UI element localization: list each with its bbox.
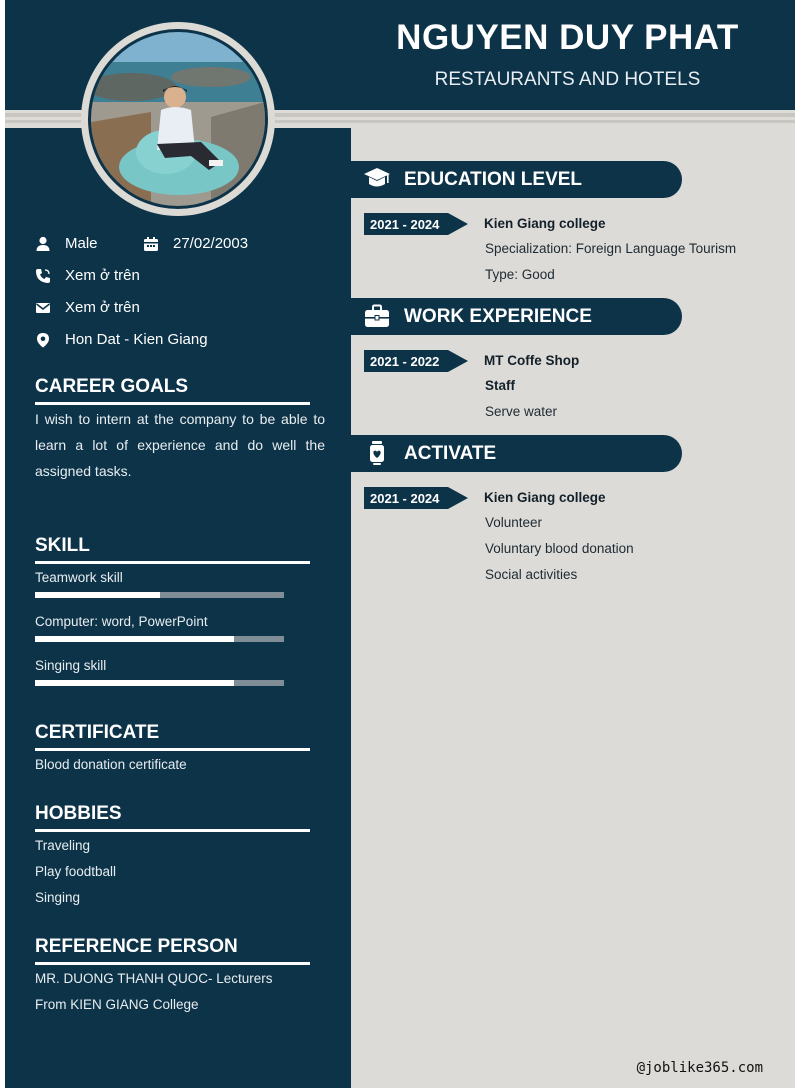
- section-divider: [35, 962, 310, 965]
- watermark: @joblike365.com: [636, 1060, 763, 1076]
- work-title: WORK EXPERIENCE: [404, 306, 592, 327]
- education-date: 2021 - 2024: [370, 217, 440, 232]
- activity-ribbon: [351, 435, 682, 472]
- avatar-photo: [91, 32, 265, 206]
- certificate-title: CERTIFICATE: [35, 722, 160, 743]
- activity-title: ACTIVATE: [404, 443, 497, 464]
- activity-detail: Voluntary blood donation: [485, 541, 634, 556]
- briefcase-icon: [363, 302, 391, 330]
- reference-title: REFERENCE PERSON: [35, 936, 238, 957]
- section-divider: [35, 829, 310, 832]
- education-title: EDUCATION LEVEL: [404, 169, 583, 190]
- birthday-value: 27/02/2003: [173, 235, 249, 252]
- education-organization: Kien Giang college: [484, 216, 606, 231]
- skill-label: Singing skill: [35, 658, 107, 673]
- map-pin-icon: [35, 332, 51, 348]
- hobby-item: Singing: [35, 890, 81, 905]
- hobby-item: Traveling: [35, 838, 91, 853]
- activity-date: 2021 - 2024: [370, 491, 440, 506]
- gender-value: Male: [65, 235, 98, 252]
- skill-bar-fill: [35, 636, 234, 642]
- phone-icon: [35, 268, 51, 284]
- education-detail: Specialization: Foreign Language Tourism: [485, 241, 737, 256]
- envelope-icon: [35, 300, 51, 316]
- graduation-cap-icon: [363, 165, 391, 193]
- activity-date-tag: [364, 487, 468, 509]
- skill-bar: [35, 636, 284, 642]
- calendar-icon: [143, 236, 159, 252]
- birthday-row: [143, 235, 248, 252]
- skill-bar-fill: [35, 680, 234, 686]
- hobby-item: Play foodtball: [35, 864, 117, 879]
- email-row: [35, 299, 140, 316]
- reference-line: From KIEN GIANG College: [35, 997, 199, 1012]
- activity-organization: Kien Giang college: [484, 490, 606, 505]
- email-value: Xem ở trên: [65, 299, 140, 316]
- skill-label: Computer: word, PowerPoint: [35, 614, 208, 629]
- section-divider: [35, 561, 310, 564]
- address-value: Hon Dat - Kien Giang: [65, 331, 208, 348]
- work-date: 2021 - 2022: [370, 354, 440, 369]
- work-organization: MT Coffe Shop: [484, 353, 580, 368]
- education-date-tag: [364, 213, 468, 235]
- career-goals-title: CAREER GOALS: [35, 376, 189, 397]
- skill-bar-fill: [35, 592, 160, 598]
- skill-bar: [35, 680, 284, 686]
- skill-label: Teamwork skill: [35, 570, 123, 585]
- skill-title: SKILL: [35, 535, 90, 556]
- blood-bag-icon: [363, 439, 391, 467]
- user-icon: [35, 236, 51, 252]
- avatar: [91, 32, 265, 206]
- work-date-tag: [364, 350, 468, 372]
- address-row: [35, 331, 208, 348]
- activity-detail: Volunteer: [485, 515, 543, 530]
- job-title: RESTAURANTS AND HOTELS: [434, 69, 701, 90]
- phone-row: [35, 267, 140, 284]
- education-detail: Type: Good: [485, 267, 555, 282]
- certificate-item: Blood donation certificate: [35, 757, 187, 772]
- reference-line: MR. DUONG THANH QUOC- Lecturers: [35, 971, 273, 986]
- section-divider: [35, 748, 310, 751]
- work-position: Staff: [485, 378, 515, 393]
- career-goals-text: I wish to intern at the company to be able to learn a lot of experience and do well the assigned tasks.: [35, 411, 325, 479]
- phone-value: Xem ở trên: [65, 267, 140, 284]
- activity-detail: Social activities: [485, 567, 578, 582]
- skill-bar: [35, 592, 284, 598]
- candidate-name: NGUYEN DUY PHAT: [396, 18, 739, 57]
- work-detail: Serve water: [485, 404, 558, 419]
- gender-row: [35, 235, 98, 252]
- section-divider: [35, 402, 310, 405]
- hobbies-title: HOBBIES: [35, 803, 122, 824]
